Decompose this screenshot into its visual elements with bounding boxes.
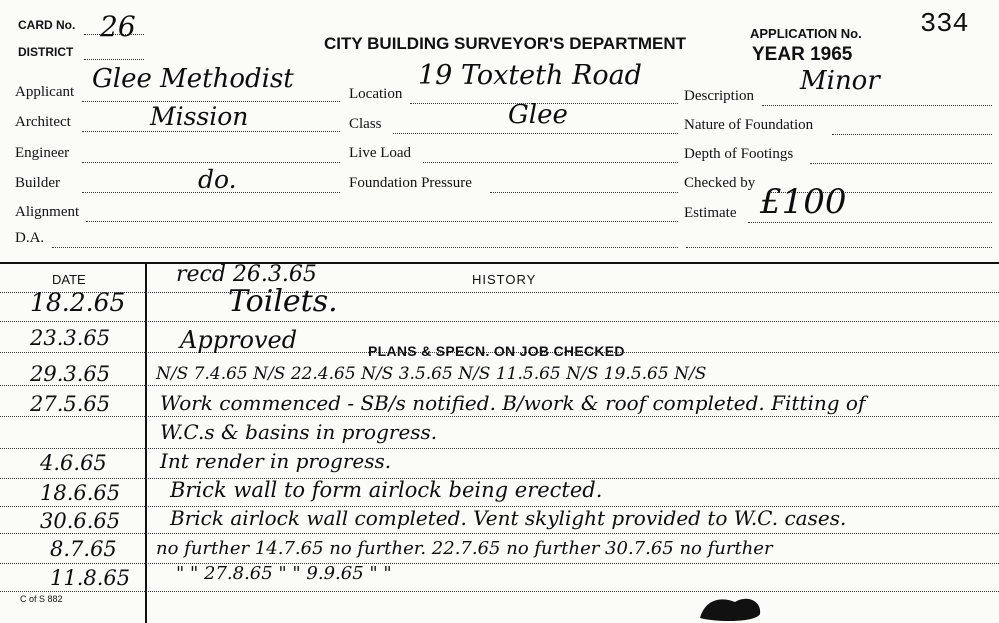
history-date: 30.6.65 bbox=[40, 509, 121, 533]
year-label: YEAR 1965 bbox=[752, 44, 853, 65]
history-date: 23.3.65 bbox=[30, 326, 111, 350]
date-header: DATE bbox=[52, 272, 86, 287]
header-underline bbox=[0, 292, 999, 293]
alignment-line bbox=[86, 221, 678, 222]
estimate-value: £100 bbox=[760, 182, 847, 222]
row-line bbox=[0, 321, 999, 322]
row-line bbox=[0, 416, 999, 417]
form-code: C of S 882 bbox=[20, 594, 63, 604]
section-divider bbox=[0, 262, 999, 264]
builder-value: do. bbox=[198, 165, 237, 194]
architect-value: Mission bbox=[150, 102, 249, 131]
engineer-label: Engineer bbox=[15, 145, 70, 161]
history-entry: Toilets. bbox=[228, 284, 338, 319]
checked-by-label: Checked by bbox=[684, 175, 756, 191]
history-entry: Approved bbox=[180, 326, 298, 354]
depth-line bbox=[810, 163, 992, 164]
district-label: DISTRICT bbox=[18, 45, 74, 59]
row-line bbox=[0, 563, 999, 564]
district-line bbox=[84, 59, 144, 60]
history-entry: Brick wall to form airlock being erected. bbox=[170, 478, 603, 502]
estimate-label: Estimate bbox=[684, 205, 737, 221]
history-date: 11.8.65 bbox=[50, 566, 131, 590]
applicant-label: Applicant bbox=[15, 84, 75, 100]
application-number: 334 bbox=[920, 10, 969, 40]
applicant-value: Glee Methodist bbox=[92, 64, 294, 94]
history-entry: N/S 7.4.65 N/S 22.4.65 N/S 3.5.65 N/S 11.5.65 N/S 19.5.65 N/S bbox=[156, 364, 707, 384]
history-date: 8.7.65 bbox=[50, 537, 117, 561]
architect-label: Architect bbox=[15, 114, 71, 130]
card-no-label: CARD No. bbox=[18, 18, 76, 32]
history-header: HISTORY bbox=[472, 272, 537, 287]
history-date: 18.2.65 bbox=[30, 288, 126, 317]
da-line bbox=[52, 247, 678, 248]
history-date: 29.3.65 bbox=[30, 362, 111, 386]
received-note: recd 26.3.65 bbox=[176, 262, 317, 287]
live-load-line bbox=[423, 162, 678, 163]
history-entry: Brick airlock wall completed. Vent skylight provided to W.C. cases. bbox=[170, 506, 847, 530]
location-value: 19 Toxteth Road bbox=[418, 60, 642, 91]
history-entry: Work commenced - SB/s notified. B/work & roof completed. Fitting of bbox=[160, 391, 866, 415]
history-entry: Int render in progress. bbox=[160, 449, 392, 473]
right-blank-line bbox=[686, 247, 992, 248]
class-label: Class bbox=[349, 116, 382, 132]
depth-of-footings-label: Depth of Footings bbox=[684, 146, 794, 162]
nature-of-foundation-label: Nature of Foundation bbox=[684, 117, 814, 133]
application-label: APPLICATION No. bbox=[750, 26, 862, 41]
history-entry: W.C.s & basins in progress. bbox=[160, 420, 438, 444]
department-title: CITY BUILDING SURVEYOR'S DEPARTMENT bbox=[324, 34, 687, 53]
class-line bbox=[393, 133, 678, 134]
card-no-value: 26 bbox=[100, 10, 136, 43]
row-line bbox=[0, 385, 999, 386]
da-label: D.A. bbox=[15, 230, 45, 246]
location-label: Location bbox=[349, 86, 403, 102]
history-date: 27.5.65 bbox=[30, 392, 111, 416]
class-value: Glee bbox=[508, 100, 568, 130]
foundation-pressure-label: Foundation Pressure bbox=[349, 175, 472, 191]
live-load-label: Live Load bbox=[349, 145, 412, 161]
engineer-line bbox=[82, 162, 340, 163]
estimate-line bbox=[748, 222, 992, 223]
builder-label: Builder bbox=[15, 175, 60, 191]
history-entry: " " 27.8.65 " " 9.9.65 " " bbox=[176, 563, 392, 584]
date-column-divider bbox=[145, 262, 147, 623]
foundation-pressure-line bbox=[490, 192, 678, 193]
history-entry: no further 14.7.65 no further. 22.7.65 no further 30.7.65 no further bbox=[156, 538, 773, 559]
plans-checked-stamp: PLANS & SPECN. ON JOB CHECKED bbox=[368, 343, 625, 359]
row-line bbox=[0, 591, 999, 592]
description-label: Description bbox=[684, 88, 754, 104]
architect-line bbox=[82, 131, 340, 132]
history-date: 18.6.65 bbox=[40, 481, 121, 505]
history-date: 4.6.65 bbox=[40, 451, 107, 475]
row-line bbox=[0, 448, 999, 449]
ink-blot bbox=[690, 588, 770, 623]
nature-line bbox=[832, 134, 992, 135]
description-value: Minor bbox=[800, 66, 880, 96]
description-line bbox=[762, 105, 992, 106]
row-line bbox=[0, 533, 999, 534]
alignment-label: Alignment bbox=[15, 204, 80, 220]
